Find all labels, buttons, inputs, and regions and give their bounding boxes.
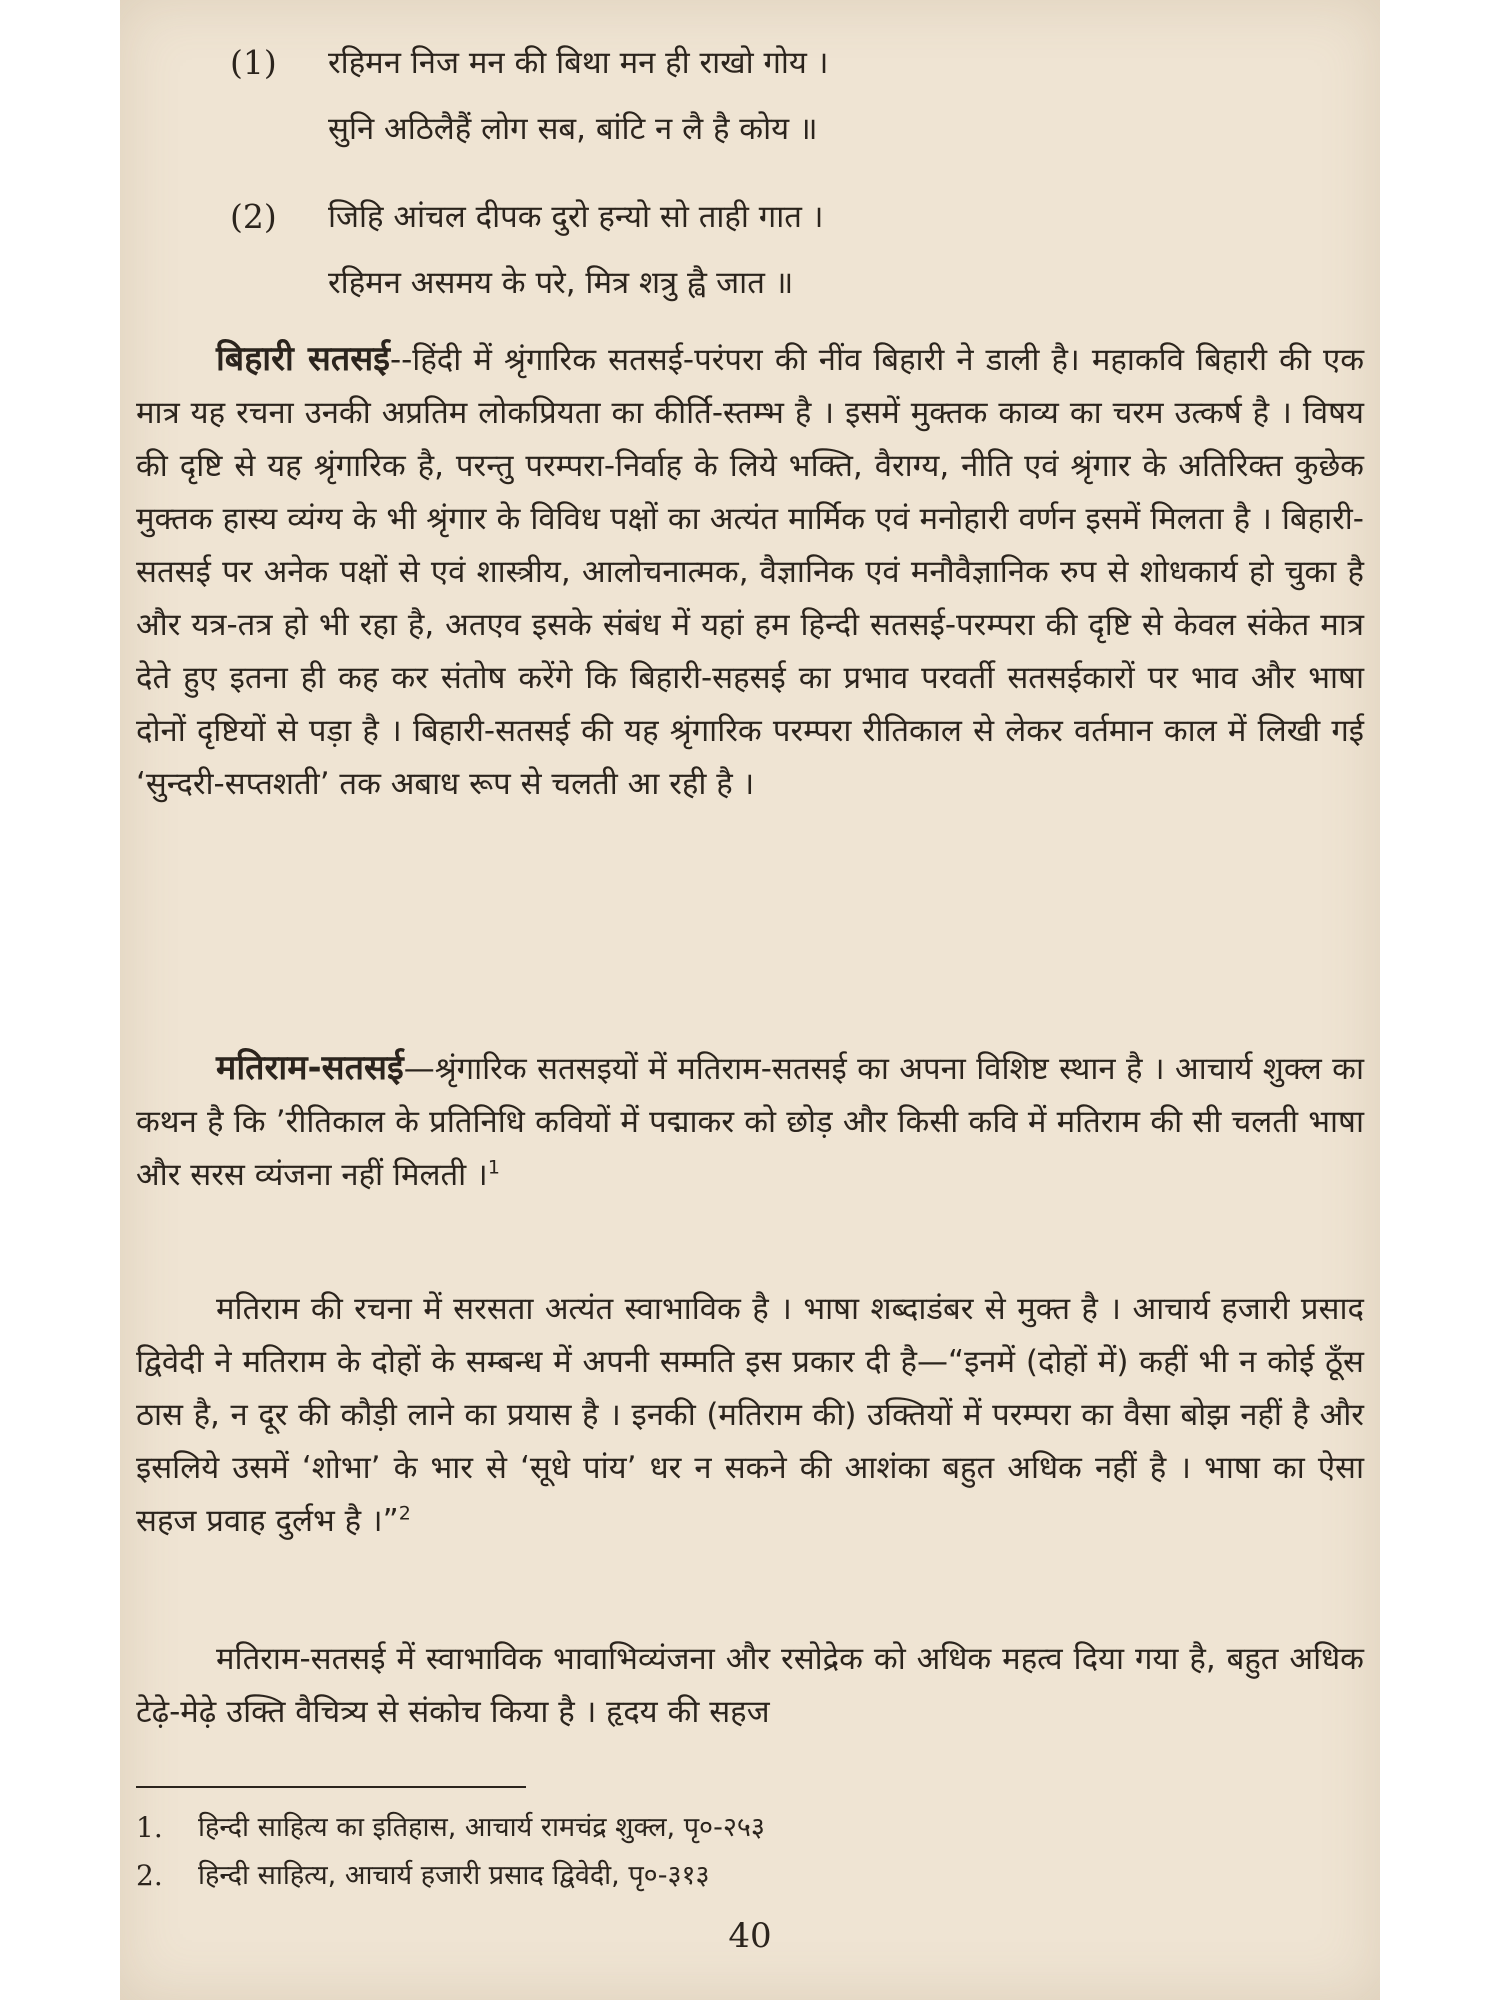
- paragraph-text: —श्रृंगारिक सतसइयों में मतिराम-सतसई का अपना विशिष्ट स्थान है । आचार्य शुक्ल का कथन है कि ’रीतिकाल के प्रतिनिधि कवियों में पद्माकर को छोड़ और किसी कवि में मतिराम की सी चलती भाषा और सरस व्यंजना नहीं मिलती ।: [136, 1051, 1364, 1193]
- footnote-text: हिन्दी साहित्य का इतिहास, आचार्य रामचंद्र शुक्ल, पृ०-२५३: [198, 1812, 765, 1843]
- footnote-number: 2.: [136, 1859, 163, 1892]
- footnote-text: हिन्दी साहित्य, आचार्य हजारी प्रसाद द्विवेदी, पृ०-३१३: [198, 1860, 710, 1891]
- footnote-divider: [136, 1786, 526, 1788]
- footnote-number: 1.: [136, 1811, 163, 1844]
- verse-line: रहिमन असमय के परे, मित्र शत्रु ह्वै जात ॥: [328, 265, 794, 301]
- paragraph-text: मतिराम-सतसई में स्वाभाविक भावाभिव्यंजना और रसोद्रेक को अधिक महत्व दिया गया है, बहुत अधिक टेढ़े-मेढ़े उक्ति वैचित्र्य से संकोच किया है । हृदय की सहज: [136, 1641, 1364, 1730]
- section-heading: बिहारी सतसई: [216, 339, 390, 379]
- verse-line: रहिमन निज मन की बिथा मन ही राखो गोय ।: [328, 45, 829, 81]
- paragraph-text: मतिराम की रचना में सरसता अत्यंत स्वाभाविक है । भाषा शब्दाडंबर से मुक्त है । आचार्य हजारी प्रसाद द्विवेदी ने मतिराम के दोहों के सम्बन्ध में अपनी सम्मति इस प्रकार दी है—“इनमें (दोहों में) कहीं भी न कोई ठूँस ठास है, न दूर की कौड़ी लाने का प्रयास है । इनकी (मतिराम की) उक्तियों में परम्परा का वैसा बोझ नहीं है और इसलिये उसमें ‘शोभा’ के भार से ‘सूधे पांय’ धर न सकने की आशंका बहुत अधिक नहीं है । भाषा का ऐसा सहज प्रवाह दुर्लभ है ।”: [136, 1291, 1364, 1539]
- paragraph-bihari-satsai: [136, 333, 1364, 811]
- verse-number: (1): [230, 43, 277, 82]
- footnote-reference: 2: [398, 1502, 411, 1525]
- paragraph-matiram-continued: [136, 1633, 1364, 1739]
- verse-line: जिहि आंचल दीपक दुरो हन्यो सो ताही गात ।: [328, 199, 824, 235]
- section-heading: मतिराम-सतसई: [216, 1048, 404, 1088]
- book-page: [120, 0, 1380, 2000]
- paragraph-matiram-satsai: [136, 1042, 1364, 1202]
- page-number: 40: [728, 1916, 772, 1956]
- paragraph-text: --हिंदी में श्रृंगारिक सतसई-परंपरा की नींव बिहारी ने डाली है। महाकवि बिहारी की एक मात्र यह रचना उनकी अप्रतिम लोकप्रियता का कीर्ति-स्तम्भ है । इसमें मुक्तक काव्य का चरम उत्कर्ष है । विषय की दृष्टि से यह श्रृंगारिक है, परन्तु परम्परा-निर्वाह के लिये भक्ति, वैराग्य, नीति एवं श्रृंगार के अतिरिक्त कुछेक मुक्तक हास्य व्यंग्य के भी श्रृंगार के विविध पक्षों का अत्यंत मार्मिक एवं मनोहारी वर्णन इसमें मिलता है । बिहारी-सतसई पर अनेक पक्षों से एवं शास्त्रीय, आलोचनात्मक, वैज्ञानिक एवं मनौवैज्ञानिक रुप से शोधकार्य हो चुका है और यत्र-तत्र हो भी रहा है, अतएव इसके संबंध में यहां हम हिन्दी सतसई-परम्परा की दृष्टि से केवल संकेत मात्र देते हुए इतना ही कह कर संतोष करेंगे कि बिहारी-सहसई का प्रभाव परवर्ती सतसईकारों पर भाव और भाषा दोनों दृष्टियों से पड़ा है । बिहारी-सतसई की यह श्रृंगारिक परम्परा रीतिकाल से लेकर वर्तमान काल में लिखी गई ‘सुन्दरी-सप्तशती’ तक अबाध रूप से चलती आ रही है ।: [136, 342, 1365, 802]
- footnote-reference: 1: [487, 1156, 500, 1179]
- paragraph-matiram-quote: [136, 1283, 1364, 1548]
- verse-line: सुनि अठिलैहैं लोग सब, बांटि न लै है कोय ॥: [328, 111, 818, 147]
- verse-number: (2): [230, 197, 277, 236]
